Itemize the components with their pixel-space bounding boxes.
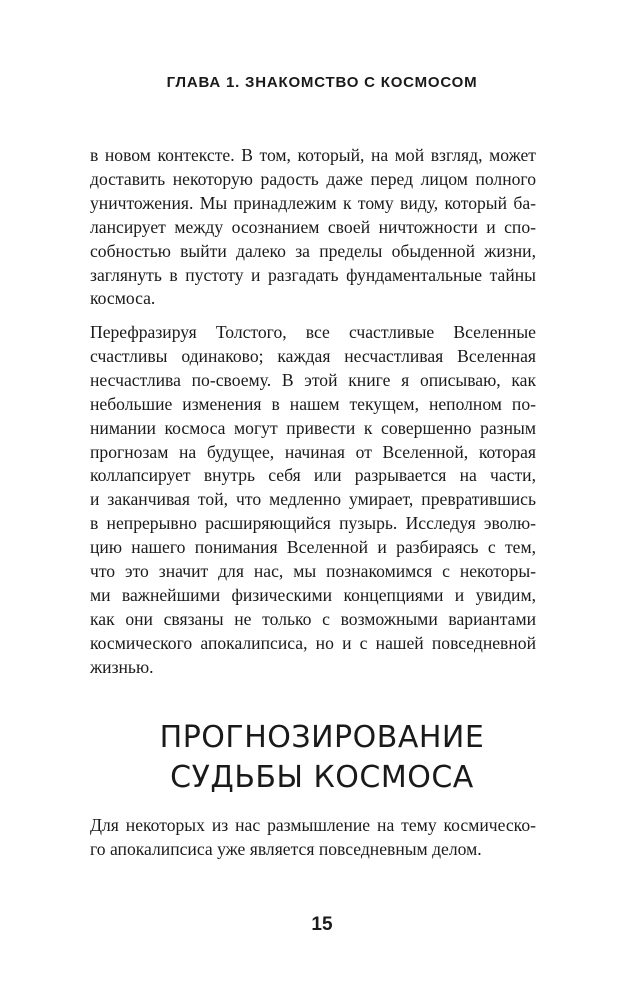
- text-line: прогнозам на будущее, начиная от Вселенной, которая: [90, 441, 536, 462]
- section-heading-line: СУДЬБЫ КОСМОСА: [170, 760, 474, 795]
- paragraph-2: [90, 321, 536, 680]
- text-line: доставить некоторую радость даже перед лицом полного: [90, 168, 536, 189]
- text-line: космоса.: [90, 288, 156, 309]
- text-line: в непрерывно расширяющийся пузырь. Исследуя эволю-: [90, 513, 536, 534]
- text-line: Перефразируя Толстого, все счастливые Вселенные: [90, 322, 536, 342]
- text-line: космического апокалипсиса, но и с нашей повседневной: [90, 632, 536, 653]
- text-line: и заканчивая той, что медленно умирает, превратившись: [90, 489, 536, 510]
- text-line: цию нашего понимания Вселенной и разбираясь с тем,: [90, 537, 536, 558]
- text-line: как они связаны не только с возможными вариантами: [90, 608, 536, 629]
- text-line: коллапсирует внутрь себя или разрывается на части,: [90, 465, 536, 486]
- text-line: лансирует между осознанием своей ничтожности и спо-: [90, 216, 536, 237]
- text-line: что это значит для нас, мы познакомимся с некоторы-: [90, 561, 536, 582]
- paragraph-1: [90, 144, 536, 311]
- text-line: несчастлива по-своему. В этой книге я описываю, как: [90, 369, 536, 390]
- paragraph-3: [90, 814, 536, 862]
- page-number: 15: [311, 914, 333, 935]
- text-line: в новом контексте. В том, который, на мой взгляд, может: [90, 145, 536, 165]
- section-heading-line: ПРОГНОЗИРОВАНИЕ: [159, 720, 485, 755]
- text-line: счастливы одинаково; каждая несчастливая Вселенная: [90, 345, 536, 366]
- text-line: го апокалипсиса уже является повседневным делом.: [90, 838, 482, 859]
- text-line: Для некоторых из нас размышление на тему космическо-: [90, 815, 536, 835]
- text-line: ми важнейшими физическими концепциями и увидим,: [90, 584, 536, 605]
- section-heading: [0, 718, 644, 798]
- text-line: уничтожения. Мы принадлежим к тому виду, который ба-: [90, 192, 536, 213]
- running-head: ГЛАВА 1. ЗНАКОМСТВО С КОСМОСОМ: [166, 74, 478, 91]
- text-line: нимании космоса могут привести к совершенно разным: [90, 417, 536, 438]
- text-line: заглянуть в пустоту и разгадать фундаментальные тайны: [90, 264, 536, 285]
- text-line: жизнью.: [90, 656, 154, 677]
- text-line: собностью выйти далеко за пределы обыденной жизни,: [90, 240, 536, 261]
- text-line: небольшие изменения в нашем текущем, неполном по-: [90, 393, 536, 414]
